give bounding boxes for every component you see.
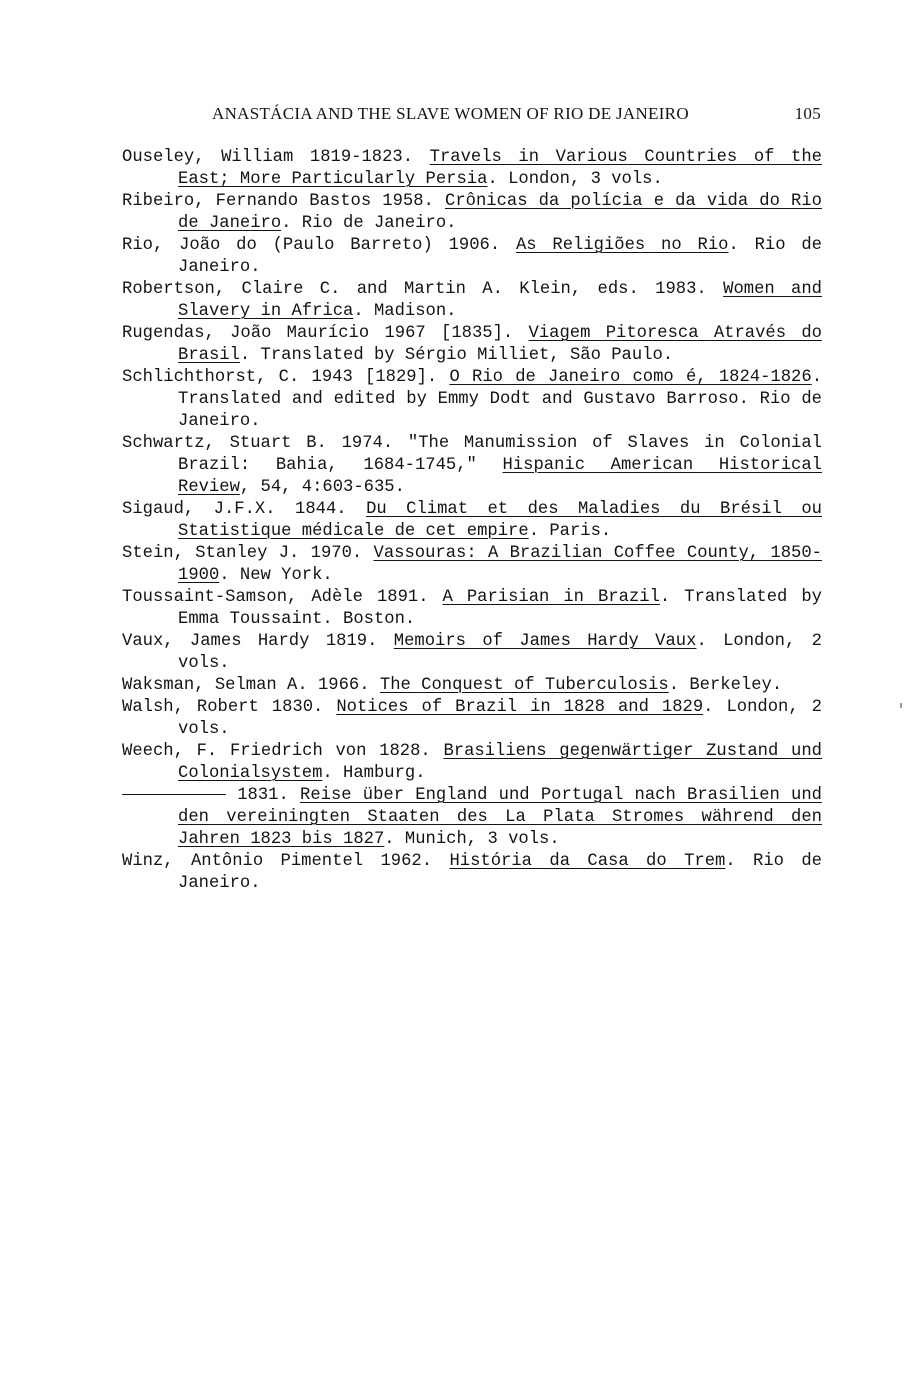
entry-year: 1983.	[655, 280, 707, 299]
entry-details: . Rio de Janeiro.	[281, 214, 457, 233]
entry-author: Weech, F. Friedrich von	[122, 742, 367, 761]
entry-details: . New York.	[219, 566, 333, 585]
entry-author: Toussaint-Samson, Adèle	[122, 588, 363, 607]
bibliography-list	[122, 147, 822, 895]
entry-details: . Berkeley.	[668, 676, 783, 695]
entry-author: Winz, Antônio Pimentel	[122, 852, 364, 871]
entry-author: Rugendas, João Maurício	[122, 324, 370, 343]
bibliography-entry	[122, 543, 822, 587]
bibliography-entry	[122, 499, 822, 543]
bibliography-entry	[122, 851, 822, 895]
ditto-author-rule	[122, 794, 226, 795]
entry-details: . Madison.	[353, 302, 457, 321]
entry-details: . Hamburg.	[322, 764, 426, 783]
entry-year: 1970.	[310, 544, 363, 563]
entry-title: História da Casa do Trem	[449, 852, 726, 871]
entry-year: 1831.	[237, 786, 289, 805]
entry-year: 1819.	[325, 632, 378, 651]
bibliography-entry	[122, 367, 822, 433]
bibliography-entry	[122, 587, 822, 631]
entry-year: 1966.	[317, 676, 370, 695]
entry-year: 1943 [1829].	[311, 368, 438, 387]
entry-title: Reise über England und Portugal nach Brasilien und den vereiningten Staaten des La Plata Stromes während den Jahren 1823 bis 1827	[178, 786, 822, 849]
entry-title: Hispanic American Historical Review	[178, 456, 822, 497]
running-head-title: ANASTÁCIA AND THE SLAVE WOMEN OF RIO DE JANEIRO	[212, 104, 689, 123]
entry-details: . Rio de Janeiro.	[178, 852, 822, 893]
entry-author: Sigaud, J.F.X.	[122, 500, 276, 519]
entry-author: Ribeiro, Fernando Bastos	[122, 192, 372, 211]
bibliography-entry	[122, 631, 822, 675]
entry-title: Women and Slavery in Africa	[178, 280, 823, 321]
entry-details: . Munich, 3 vols.	[384, 830, 560, 849]
entry-year: 1844.	[295, 500, 347, 519]
bibliography-entry	[122, 323, 822, 367]
entry-year: 1958.	[382, 192, 434, 211]
entry-title: Crônicas da polícia e da vida do Rio de Janeiro	[178, 192, 822, 233]
entry-title: Vassouras: A Brazilian Coffee County, 1850-1900	[178, 544, 822, 585]
entry-title: The Conquest of Tuberculosis	[379, 676, 669, 695]
entry-article-title: "The Manumission of Slaves in Colonial Brazil: Bahia, 1684-1745,"	[178, 434, 822, 475]
entry-details: . London, 2 vols.	[178, 698, 822, 739]
entry-title: Du Climat et des Maladies du Brésil ou Statistique médicale de cet empire	[178, 500, 822, 541]
bibliography-entry	[122, 675, 822, 697]
entry-year: 1962.	[380, 852, 433, 871]
entry-details: . Translated by Sérgio Milliet, São Paulo.	[239, 346, 674, 365]
entry-author: Walsh, Robert	[122, 698, 259, 717]
bibliography-entry	[122, 697, 822, 741]
bibliography-entry-ditto	[122, 785, 822, 851]
entry-title: Memoirs of James Hardy Vaux	[393, 632, 697, 651]
entry-year: 1819-1823.	[309, 148, 414, 167]
entry-year: 1828.	[379, 742, 431, 761]
bibliography-entry	[122, 191, 822, 235]
entry-title: Brasiliens gegenwärtiger Zustand und Colonialsystem	[178, 742, 822, 783]
entry-title: Viagem Pitoresca Através do Brasil	[178, 324, 822, 365]
entry-year: 1830.	[271, 698, 324, 717]
entry-details: . London, 2 vols.	[178, 632, 822, 673]
entry-author: Rio, João do (Paulo Barreto)	[122, 236, 433, 255]
entry-details: , 54, 4:603-635.	[239, 478, 405, 497]
entry-title: As Religiões no Rio	[515, 236, 729, 255]
entry-author: Waksman, Selman A.	[122, 676, 308, 695]
entry-year: 1967 [1835].	[384, 324, 514, 343]
entry-title: O Rio de Janeiro como é, 1824-1826	[449, 368, 812, 387]
entry-details: . London, 3 vols.	[487, 170, 663, 189]
bibliography-entry	[122, 147, 822, 191]
entry-details: . Paris.	[528, 522, 612, 541]
entry-author: Stein, Stanley J.	[122, 544, 300, 563]
bibliography-entry	[122, 279, 822, 323]
entry-author: Ouseley, William	[122, 148, 294, 167]
bibliography-entry	[122, 433, 822, 499]
entry-year: 1974.	[341, 434, 394, 453]
running-head	[212, 104, 821, 128]
bibliography-entry	[122, 235, 822, 279]
entry-author: Schwartz, Stuart B.	[122, 434, 327, 453]
entry-author: Vaux, James Hardy	[122, 632, 310, 651]
entry-year: 1906.	[448, 236, 501, 255]
entry-title: Travels in Various Countries of the East; More Particularly Persia	[178, 148, 822, 189]
entry-title: A Parisian in Brazil	[442, 588, 660, 607]
scan-speck	[900, 703, 902, 708]
entry-details: . Translated and edited by Emmy Dodt and Gustavo Barroso. Rio de Janeiro.	[178, 368, 823, 431]
entry-details: . Translated by Emma Toussaint. Boston.	[178, 588, 822, 629]
page-number: 105	[794, 104, 821, 123]
entry-year: 1891.	[376, 588, 429, 607]
entry-details: . Rio de Janeiro.	[178, 236, 822, 277]
entry-author: Robertson, Claire C. and Martin A. Klein, eds.	[122, 280, 639, 299]
entry-title: Notices of Brazil in 1828 and 1829	[336, 698, 704, 717]
entry-author: Schlichthorst, C.	[122, 368, 300, 387]
bibliography-entry	[122, 741, 822, 785]
